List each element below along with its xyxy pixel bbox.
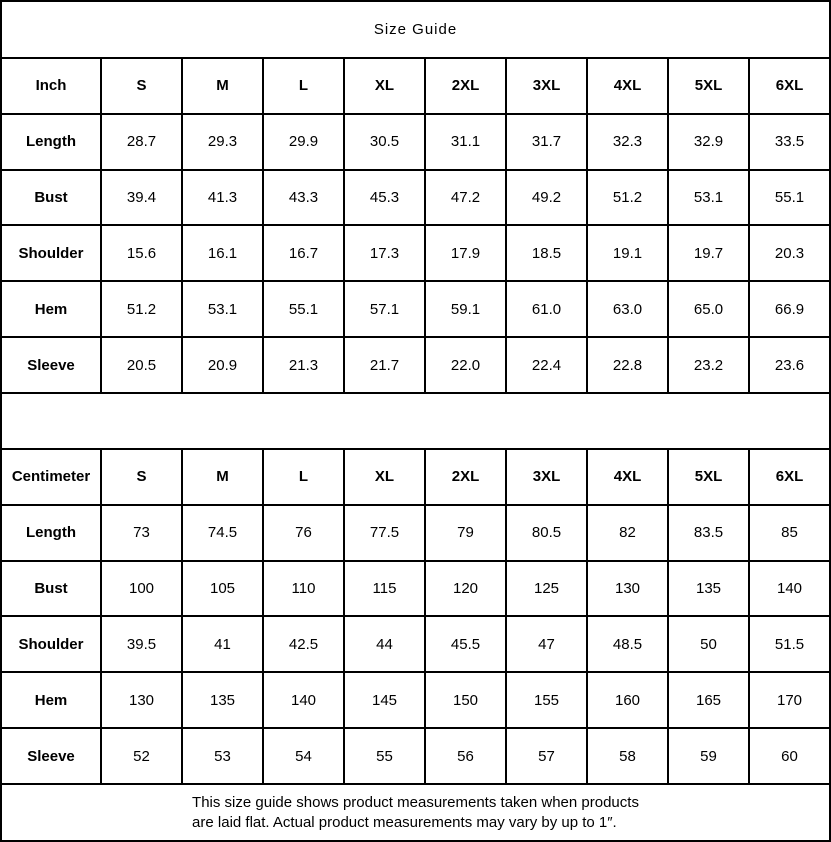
measurement-cell: 65.0 — [668, 281, 749, 337]
title-row — [1, 1, 830, 58]
measurement-cell: 130 — [587, 561, 668, 617]
measurement-cell: 31.1 — [425, 114, 506, 170]
measurement-cell: 20.5 — [101, 337, 182, 393]
measurement-cell: 22.4 — [506, 337, 587, 393]
size-col-header: L — [263, 449, 344, 505]
measurement-cell: 77.5 — [344, 505, 425, 561]
measurement-cell: 53 — [182, 728, 263, 784]
measurement-cell: 100 — [101, 561, 182, 617]
measurement-cell: 16.1 — [182, 225, 263, 281]
measurement-cell: 155 — [506, 672, 587, 728]
measurement-cell: 170 — [749, 672, 830, 728]
measurement-cell: 63.0 — [587, 281, 668, 337]
measurement-cell: 80.5 — [506, 505, 587, 561]
row-label: Bust — [1, 170, 101, 226]
size-col-header: 5XL — [668, 58, 749, 114]
measurement-cell: 44 — [344, 616, 425, 672]
size-col-header: XL — [344, 58, 425, 114]
measurement-cell: 51.2 — [101, 281, 182, 337]
size-col-header: S — [101, 449, 182, 505]
measurement-cell: 54 — [263, 728, 344, 784]
measurement-cell: 32.9 — [668, 114, 749, 170]
size-col-header: L — [263, 58, 344, 114]
measurement-cell: 45.5 — [425, 616, 506, 672]
measurement-cell: 66.9 — [749, 281, 830, 337]
measurement-cell: 20.9 — [182, 337, 263, 393]
size-col-header: 4XL — [587, 449, 668, 505]
measurement-cell: 57.1 — [344, 281, 425, 337]
measurement-cell: 110 — [263, 561, 344, 617]
footer-note-line1: This size guide shows product measurements taken when products — [192, 793, 639, 811]
measurement-cell: 79 — [425, 505, 506, 561]
measurement-cell: 51.5 — [749, 616, 830, 672]
measurement-cell: 41 — [182, 616, 263, 672]
measurement-cell: 150 — [425, 672, 506, 728]
measurement-cell: 22.8 — [587, 337, 668, 393]
measurement-cell: 140 — [749, 561, 830, 617]
measurement-cell: 73 — [101, 505, 182, 561]
measurement-cell: 32.3 — [587, 114, 668, 170]
measurement-cell: 55.1 — [263, 281, 344, 337]
table-row — [1, 170, 830, 226]
measurement-cell: 29.9 — [263, 114, 344, 170]
measurement-cell: 39.4 — [101, 170, 182, 226]
measurement-cell: 57 — [506, 728, 587, 784]
measurement-cell: 55.1 — [749, 170, 830, 226]
size-col-header: 6XL — [749, 58, 830, 114]
inch-header-row — [1, 58, 830, 114]
measurement-cell: 39.5 — [101, 616, 182, 672]
measurement-cell: 135 — [668, 561, 749, 617]
table-row — [1, 505, 830, 561]
measurement-cell: 16.7 — [263, 225, 344, 281]
measurement-cell: 59 — [668, 728, 749, 784]
page-title: Size Guide — [1, 1, 830, 58]
size-col-header: M — [182, 58, 263, 114]
measurement-cell: 60 — [749, 728, 830, 784]
size-col-header: 2XL — [425, 58, 506, 114]
table-row — [1, 561, 830, 617]
measurement-cell: 56 — [425, 728, 506, 784]
measurement-cell: 145 — [344, 672, 425, 728]
size-col-header: 5XL — [668, 449, 749, 505]
measurement-cell: 30.5 — [344, 114, 425, 170]
measurement-cell: 135 — [182, 672, 263, 728]
measurement-cell: 52 — [101, 728, 182, 784]
footer-row — [1, 784, 830, 841]
size-col-header: XL — [344, 449, 425, 505]
measurement-cell: 58 — [587, 728, 668, 784]
size-col-header: S — [101, 58, 182, 114]
size-col-header: M — [182, 449, 263, 505]
measurement-cell: 50 — [668, 616, 749, 672]
measurement-cell: 115 — [344, 561, 425, 617]
measurement-cell: 41.3 — [182, 170, 263, 226]
measurement-cell: 120 — [425, 561, 506, 617]
measurement-cell: 19.7 — [668, 225, 749, 281]
row-label: Hem — [1, 281, 101, 337]
measurement-cell: 48.5 — [587, 616, 668, 672]
measurement-cell: 43.3 — [263, 170, 344, 226]
measurement-cell: 45.3 — [344, 170, 425, 226]
measurement-cell: 15.6 — [101, 225, 182, 281]
row-label: Hem — [1, 672, 101, 728]
unit-label-centimeter: Centimeter — [1, 449, 101, 505]
measurement-cell: 17.3 — [344, 225, 425, 281]
measurement-cell: 42.5 — [263, 616, 344, 672]
size-col-header: 3XL — [506, 58, 587, 114]
measurement-cell: 53.1 — [668, 170, 749, 226]
measurement-cell: 59.1 — [425, 281, 506, 337]
row-label: Bust — [1, 561, 101, 617]
size-col-header: 2XL — [425, 449, 506, 505]
measurement-cell: 23.2 — [668, 337, 749, 393]
row-label: Length — [1, 505, 101, 561]
table-row — [1, 225, 830, 281]
row-label: Length — [1, 114, 101, 170]
measurement-cell: 74.5 — [182, 505, 263, 561]
measurement-cell: 105 — [182, 561, 263, 617]
measurement-cell: 29.3 — [182, 114, 263, 170]
measurement-cell: 165 — [668, 672, 749, 728]
measurement-cell: 125 — [506, 561, 587, 617]
measurement-cell: 82 — [587, 505, 668, 561]
measurement-cell: 61.0 — [506, 281, 587, 337]
measurement-cell: 85 — [749, 505, 830, 561]
measurement-cell: 21.7 — [344, 337, 425, 393]
table-row — [1, 672, 830, 728]
spacer-row — [1, 393, 830, 449]
measurement-cell: 47 — [506, 616, 587, 672]
table-row — [1, 728, 830, 784]
measurement-cell: 51.2 — [587, 170, 668, 226]
unit-label-inch: Inch — [1, 58, 101, 114]
measurement-cell: 31.7 — [506, 114, 587, 170]
table-row — [1, 114, 830, 170]
table-row — [1, 616, 830, 672]
measurement-cell: 18.5 — [506, 225, 587, 281]
measurement-cell: 20.3 — [749, 225, 830, 281]
measurement-cell: 76 — [263, 505, 344, 561]
table-row — [1, 281, 830, 337]
measurement-cell: 19.1 — [587, 225, 668, 281]
footer-note-line2: are laid flat. Actual product measurements may vary by up to 1″. — [192, 813, 617, 831]
centimeter-header-row — [1, 449, 830, 505]
measurement-cell: 17.9 — [425, 225, 506, 281]
measurement-cell: 47.2 — [425, 170, 506, 226]
measurement-cell: 55 — [344, 728, 425, 784]
measurement-cell: 21.3 — [263, 337, 344, 393]
measurement-cell: 53.1 — [182, 281, 263, 337]
row-label: Sleeve — [1, 337, 101, 393]
footer-note — [1, 784, 830, 841]
measurement-cell: 160 — [587, 672, 668, 728]
spacer-cell — [1, 393, 830, 449]
size-col-header: 4XL — [587, 58, 668, 114]
measurement-cell: 83.5 — [668, 505, 749, 561]
row-label: Sleeve — [1, 728, 101, 784]
measurement-cell: 28.7 — [101, 114, 182, 170]
measurement-cell: 49.2 — [506, 170, 587, 226]
table-row — [1, 337, 830, 393]
measurement-cell: 22.0 — [425, 337, 506, 393]
row-label: Shoulder — [1, 616, 101, 672]
row-label: Shoulder — [1, 225, 101, 281]
measurement-cell: 33.5 — [749, 114, 830, 170]
footer-note-text — [192, 793, 639, 833]
measurement-cell: 140 — [263, 672, 344, 728]
measurement-cell: 130 — [101, 672, 182, 728]
size-col-header: 3XL — [506, 449, 587, 505]
size-col-header: 6XL — [749, 449, 830, 505]
measurement-cell: 23.6 — [749, 337, 830, 393]
